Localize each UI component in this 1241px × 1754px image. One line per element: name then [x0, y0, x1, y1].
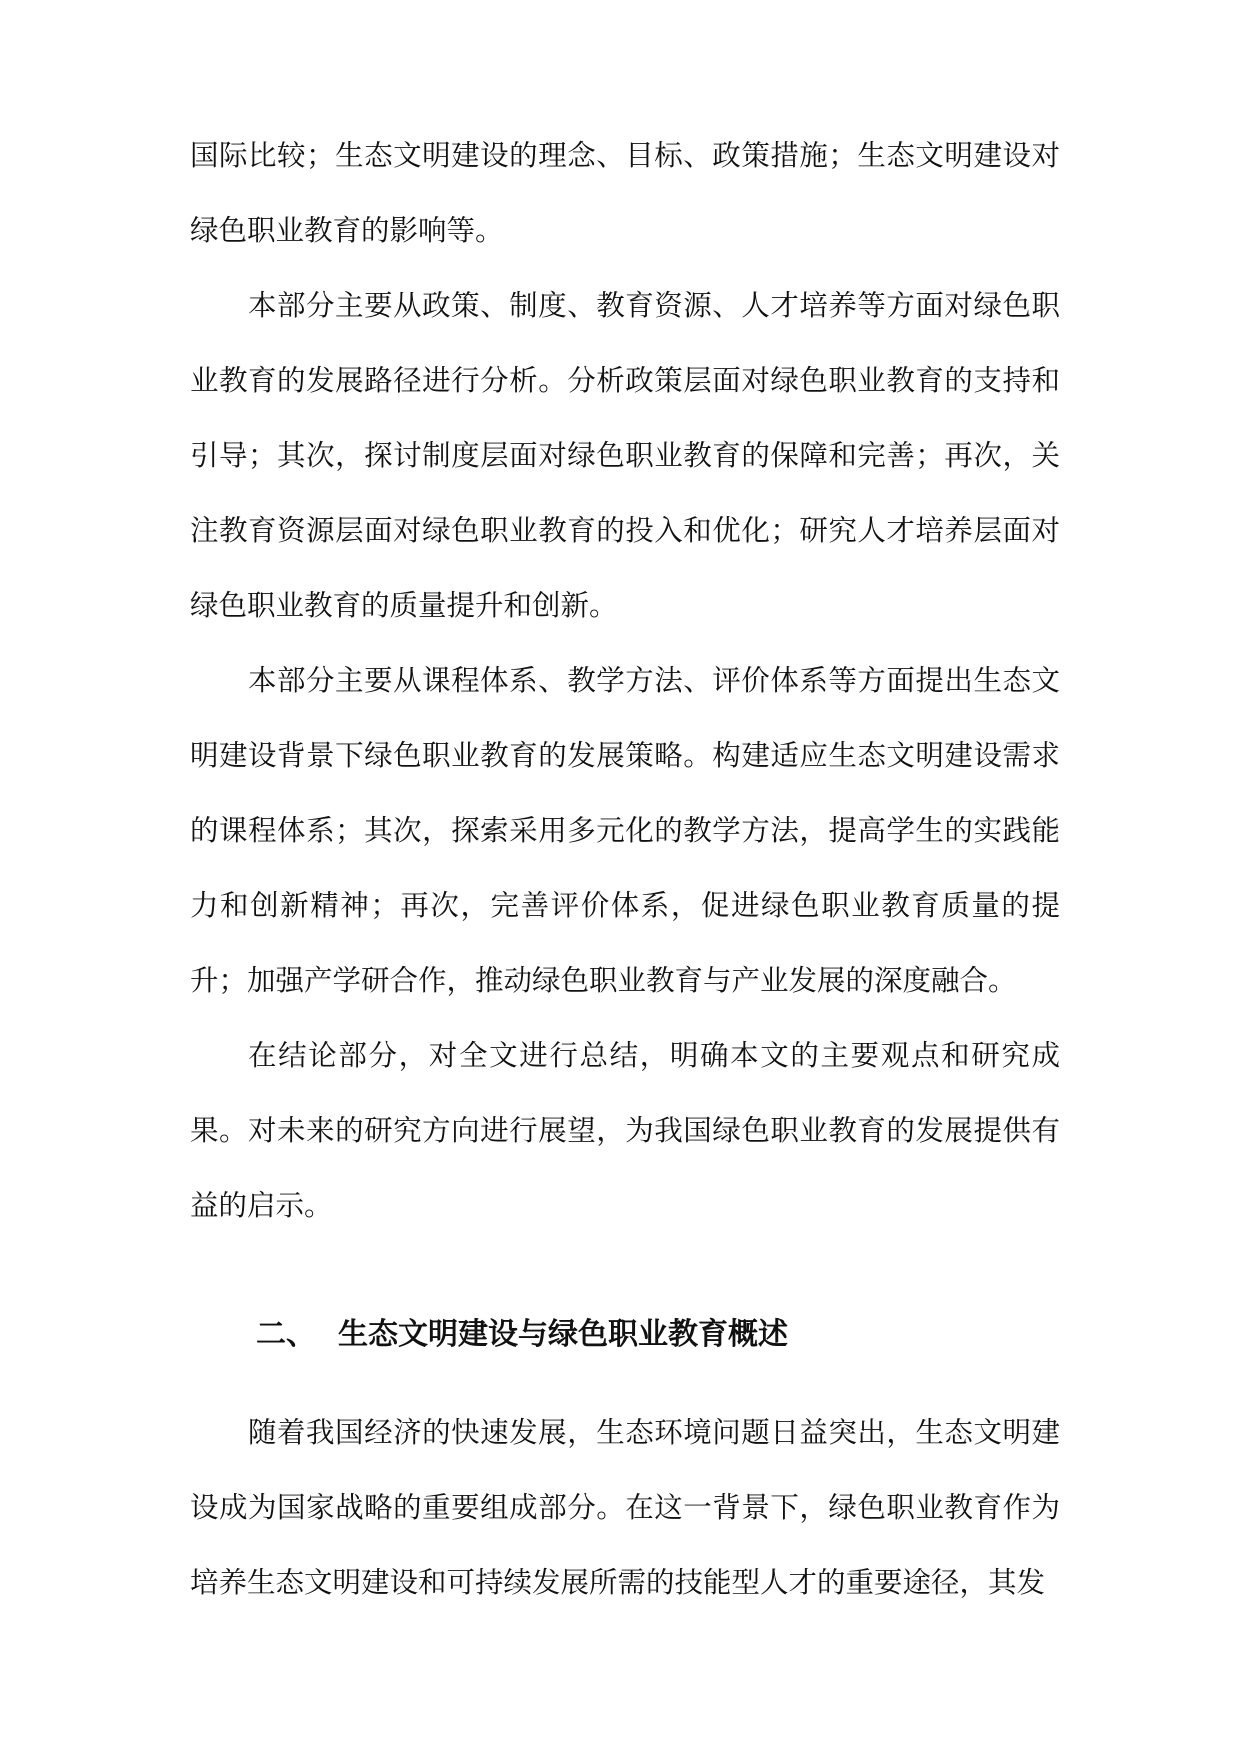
- paragraph-section-intro: 随着我国经济的快速发展，生态环境问题日益突出，生态文明建设成为国家战略的重要组成部分。在这一背景下，绿色职业教育作为培养生态文明建设和可持续发展所需的技能型人才的重要途径，其发: [190, 1416, 1060, 1599]
- section-number: 二、: [256, 1317, 316, 1352]
- paragraph-continued: 国际比较；生态文明建设的理念、目标、政策措施；生态文明建设对绿色职业教育的影响等。: [190, 139, 1060, 247]
- paragraph-development-strategy: 本部分主要从课程体系、教学方法、评价体系等方面提出生态文明建设背景下绿色职业教育的发展策略。构建适应生态文明建设需求的课程体系；其次，探索采用多元化的教学方法，提高学生的实践能力和创新精神；再次，完善评价体系，促进绿色职业教育质量的提升；加强产学研合作，推动绿色职业教育与产业发展的深度融合。: [190, 664, 1060, 997]
- paragraph-development-path: 本部分主要从政策、制度、教育资源、人才培养等方面对绿色职业教育的发展路径进行分析。分析政策层面对绿色职业教育的支持和引导；其次，探讨制度层面对绿色职业教育的保障和完善；再次，关注教育资源层面对绿色职业教育的投入和优化；研究人才培养层面对绿色职业教育的质量提升和创新。: [190, 289, 1060, 622]
- section-title: 生态文明建设与绿色职业教育概述: [338, 1317, 788, 1352]
- paragraph-conclusion: 在结论部分，对全文进行总结，明确本文的主要观点和研究成果。对未来的研究方向进行展望，为我国绿色职业教育的发展提供有益的启示。: [190, 1039, 1060, 1222]
- section-heading: [256, 1310, 788, 1360]
